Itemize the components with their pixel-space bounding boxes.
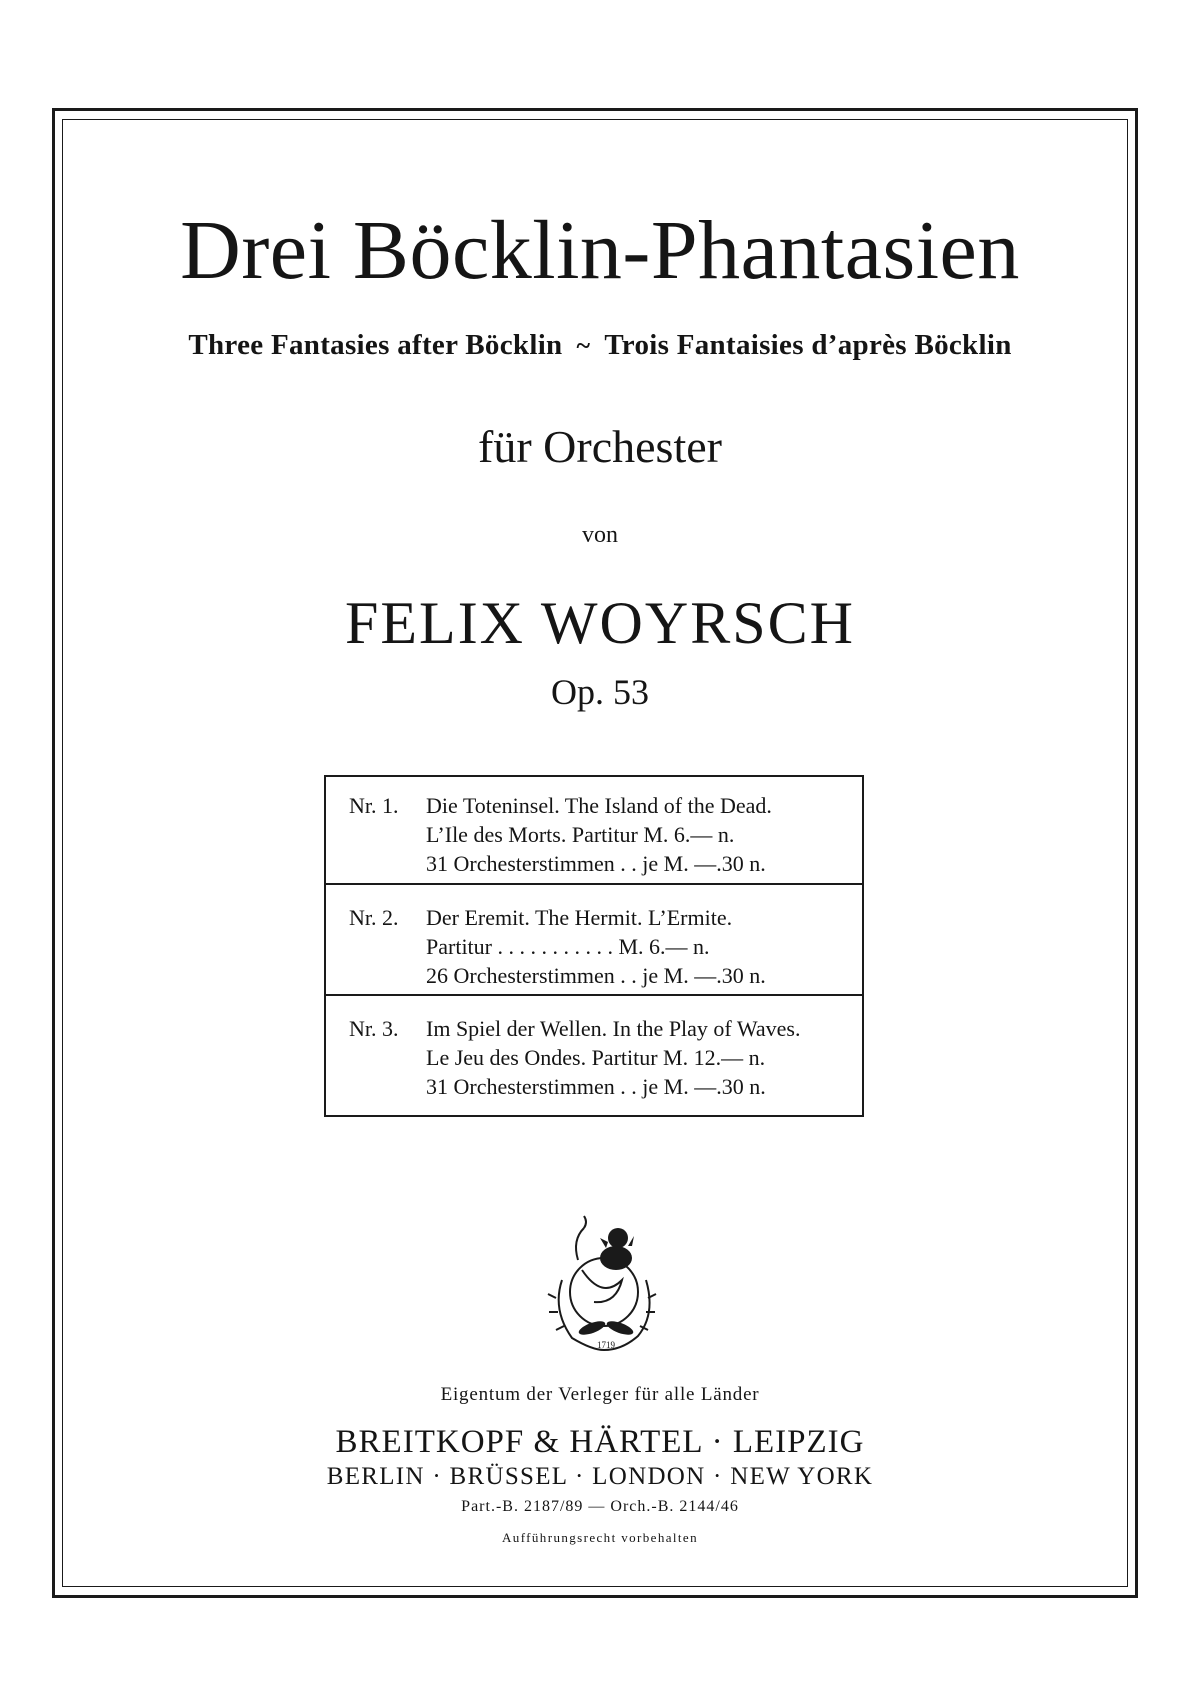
- emblem-year: 1719: [597, 1340, 615, 1350]
- rights-notice: Aufführungsrecht vorbehalten: [502, 1530, 698, 1545]
- property-notice: Eigentum der Verleger für alle Länder: [440, 1384, 760, 1405]
- publisher-name: BREITKOPF & HÄRTEL · LEIPZIG: [335, 1424, 865, 1460]
- publisher-emblem-icon: [532, 1210, 672, 1360]
- work-title-line: Im Spiel der Wellen. In the Play of Waves.: [426, 1016, 801, 1041]
- composer-name: FELIX WOYRSCH: [345, 590, 855, 656]
- work-score-line: L’Ile des Morts. Partitur M. 6.— n.: [426, 822, 735, 847]
- work-number: Nr. 1.: [349, 793, 399, 818]
- subtitle-english: Three Fantasies after Böcklin: [188, 329, 563, 361]
- work-score-line: Le Jeu des Ondes. Partitur M. 12.— n.: [426, 1045, 766, 1070]
- work-parts-line: 26 Orchesterstimmen . . je M. —.30 n.: [426, 963, 766, 988]
- opus-number: Op. 53: [551, 672, 649, 712]
- works-table: [324, 775, 864, 1117]
- publisher-cities: BERLIN · BRÜSSEL · LONDON · NEW YORK: [326, 1463, 874, 1490]
- subtitle-french: Trois Fantaisies d’après Böcklin: [604, 329, 1012, 361]
- work-title-line: Die Toteninsel. The Island of the Dead.: [426, 793, 772, 818]
- work-score-line: Partitur . . . . . . . . . . . M. 6.— n.: [426, 934, 710, 959]
- work-parts-line: 31 Orchesterstimmen . . je M. —.30 n.: [426, 1074, 766, 1099]
- catalog-numbers: Part.-B. 2187/89 — Orch.-B. 2144/46: [461, 1498, 739, 1515]
- work-entry: [326, 883, 862, 994]
- work-entry: [326, 994, 862, 1105]
- instrumentation: für Orchester: [478, 421, 722, 472]
- work-parts-line: 31 Orchesterstimmen . . je M. —.30 n.: [426, 851, 766, 876]
- work-number: Nr. 2.: [349, 905, 399, 930]
- ornament-separator-icon: ~: [576, 331, 591, 360]
- subtitle: [0, 329, 1200, 362]
- page-title: Drei Böcklin-Phantasien: [180, 204, 1020, 297]
- work-title-line: Der Eremit. The Hermit. L’Ermite.: [426, 905, 733, 930]
- work-number: Nr. 3.: [349, 1016, 399, 1041]
- by-label: von: [582, 522, 618, 548]
- work-entry: [326, 777, 862, 883]
